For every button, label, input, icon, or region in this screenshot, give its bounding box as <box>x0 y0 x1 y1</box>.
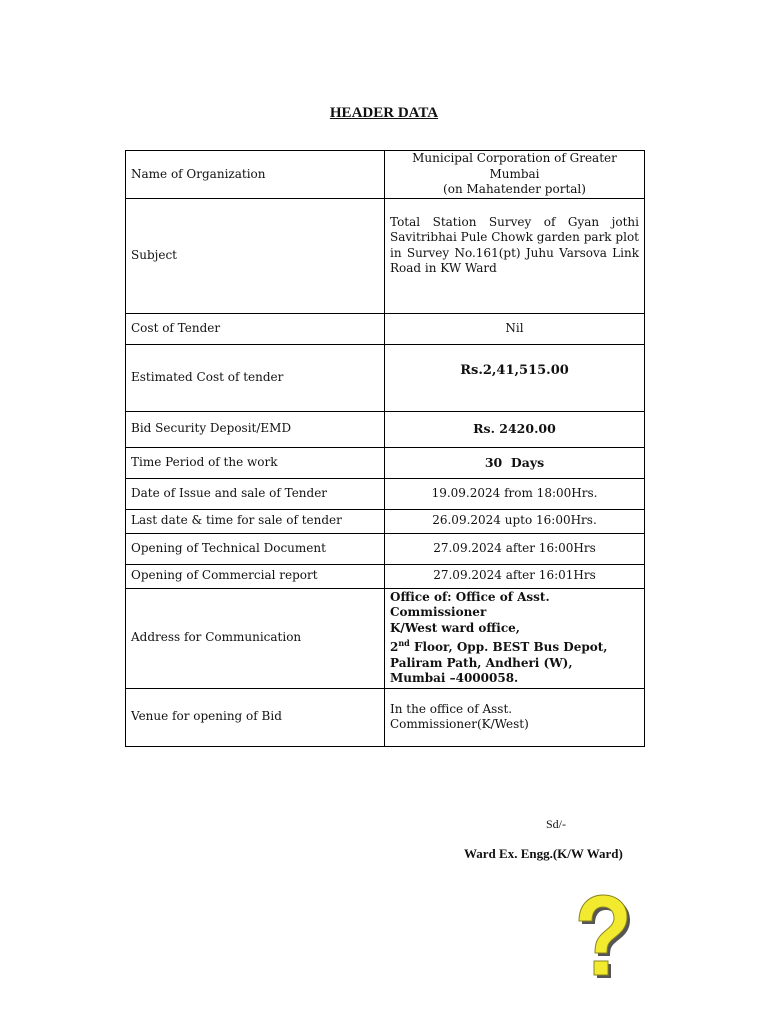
table-row <box>126 447 645 478</box>
table-row <box>126 313 645 344</box>
signatory-designation: Ward Ex. Engg.(K/W Ward) <box>464 846 623 861</box>
table-row <box>126 533 645 564</box>
floor-suffix: nd <box>398 638 410 648</box>
table-row <box>126 564 645 588</box>
signature-sd: Sd/- <box>546 817 567 831</box>
row-label: Estimated Cost of tender <box>126 344 385 411</box>
row-label: Venue for opening of Bid <box>126 688 385 746</box>
row-value <box>385 588 645 688</box>
address-line: Office of: Office of Asst. Commissioner <box>390 589 550 619</box>
row-value: 27.09.2024 after 16:01Hrs <box>385 564 645 588</box>
question-mark-icon <box>573 893 635 988</box>
row-value <box>385 151 645 199</box>
row-value <box>385 688 645 746</box>
table-row <box>126 198 645 313</box>
address-line: Paliram Path, Andheri (W), <box>390 655 573 670</box>
page-title: HEADER DATA <box>329 105 439 121</box>
row-label: Name of Organization <box>126 151 385 199</box>
address-line: Mumbai –4000058. <box>390 671 519 685</box>
header-data-table <box>125 150 645 747</box>
organization-line: (on Mahatender portal) <box>443 182 586 196</box>
table-row <box>126 478 645 509</box>
row-label: Date of Issue and sale of Tender <box>126 478 385 509</box>
table-row <box>126 588 645 688</box>
row-value: Nil <box>385 313 645 344</box>
organization-line: Municipal Corporation of Greater Mumbai <box>412 151 617 181</box>
row-label: Cost of Tender <box>126 313 385 344</box>
floor-text: Floor, Opp. BEST Bus Depot, <box>409 640 608 654</box>
row-label: Time Period of the work <box>126 447 385 478</box>
venue-line: Commissioner(K/West) <box>390 717 529 731</box>
table-row <box>126 509 645 533</box>
row-label: Address for Communication <box>126 588 385 688</box>
table-row <box>126 411 645 447</box>
row-value: Total Station Survey of Gyan jothi Savitribhai Pule Chowk garden park plot in Survey No.161(pt) Juhu Varsova Link Road in KW Ward <box>385 198 645 313</box>
row-label: Opening of Technical Document <box>126 533 385 564</box>
table-row <box>126 344 645 411</box>
row-label: Opening of Commercial report <box>126 564 385 588</box>
row-label: Last date & time for sale of tender <box>126 509 385 533</box>
row-value: 27.09.2024 after 16:00Hrs <box>385 533 645 564</box>
table-row <box>126 151 645 199</box>
row-value <box>385 344 645 411</box>
estimated-cost-value: Rs.2,41,515.00 <box>460 362 569 378</box>
address-line: K/West ward office, <box>390 620 520 635</box>
row-value: 19.09.2024 from 18:00Hrs. <box>385 478 645 509</box>
venue-line: In the office of Asst. <box>390 701 513 716</box>
row-label: Bid Security Deposit/EMD <box>126 411 385 447</box>
table-row <box>126 688 645 746</box>
floor-number: 2 <box>390 640 399 654</box>
address-line <box>390 636 639 656</box>
row-value: Rs. 2420.00 <box>385 411 645 447</box>
row-value: 26.09.2024 upto 16:00Hrs. <box>385 509 645 533</box>
row-value: 30 Days <box>385 447 645 478</box>
row-label: Subject <box>126 198 385 313</box>
